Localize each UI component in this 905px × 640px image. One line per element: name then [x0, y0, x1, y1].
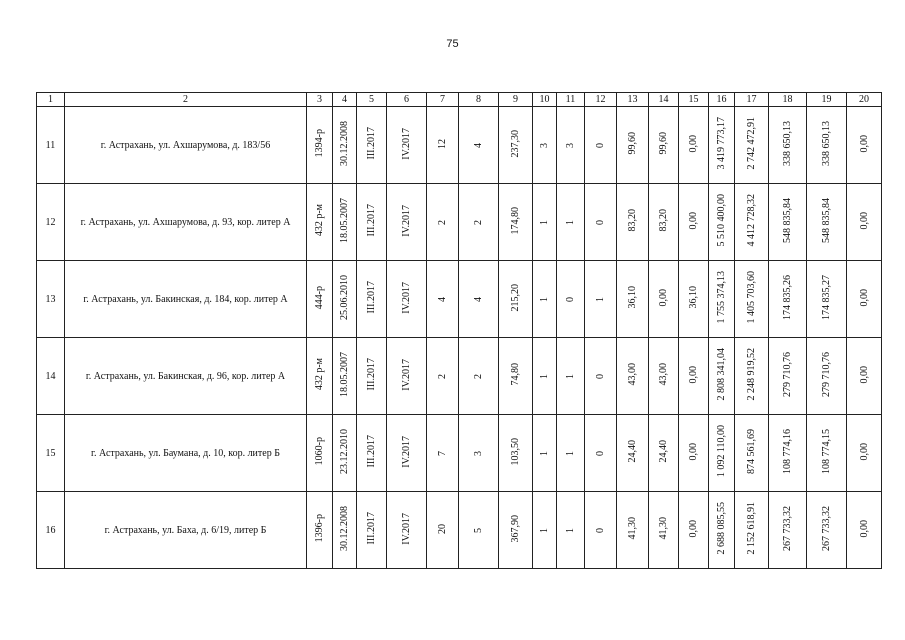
decree-number-cell-value: 432 р-м: [314, 358, 325, 391]
col18-cell: [769, 492, 807, 569]
col14-cell-value: 24,40: [658, 440, 669, 463]
start-period-cell-value: III.2017: [366, 435, 377, 468]
col19-cell-value: 338 650,13: [821, 121, 832, 166]
col11-cell-value: 1: [565, 527, 576, 533]
decree-number-cell: [307, 107, 333, 184]
col17-cell-value: 1 405 703,60: [746, 271, 757, 324]
decree-number-cell-value: 1396-р: [314, 514, 325, 543]
address-cell: г. Астрахань, ул. Бакинская, д. 184, кор. литер А: [65, 261, 307, 338]
col8-cell-value: 4: [473, 296, 484, 302]
col13-cell: [617, 338, 649, 415]
col16-cell-value: 3 419 773,17: [716, 117, 727, 170]
col20-cell: [847, 492, 882, 569]
col10-cell: [533, 261, 557, 338]
col10-cell: [533, 492, 557, 569]
decree-number-cell-value: 1060-р: [314, 437, 325, 466]
col12-cell: [585, 338, 617, 415]
col17-cell: [735, 261, 769, 338]
col8-cell: [459, 107, 499, 184]
column-number-5: 5: [357, 93, 387, 107]
col11-cell-value: 1: [565, 450, 576, 456]
col18-cell-value: 108 774,16: [782, 429, 793, 474]
start-period-cell-value: III.2017: [366, 358, 377, 391]
col11-cell: [557, 415, 585, 492]
col10-cell-value: 1: [539, 296, 550, 302]
col13-cell-value: 24,40: [627, 440, 638, 463]
col7-cell-value: 20: [437, 523, 448, 534]
col16-cell: [709, 338, 735, 415]
col8-cell-value: 3: [473, 450, 484, 456]
col18-cell-value: 279 710,76: [782, 352, 793, 397]
col14-cell: [649, 261, 679, 338]
col12-cell-value: 0: [595, 373, 606, 379]
decree-number-cell-value: 1394-р: [314, 129, 325, 158]
col20-cell-value: 0,00: [858, 134, 870, 153]
col16-cell-value: 1 092 110,00: [716, 425, 727, 478]
start-period-cell-value: III.2017: [366, 281, 377, 314]
start-period-cell: [357, 107, 387, 184]
address-cell: г. Астрахань, ул. Ахшарумова, д. 183/56: [65, 107, 307, 184]
column-number-18: 18: [769, 93, 807, 107]
area-cell: [499, 492, 533, 569]
col16-cell: [709, 107, 735, 184]
col17-cell-value: 2 152 618,91: [746, 502, 757, 555]
col11-cell: [557, 184, 585, 261]
col16-cell: [709, 184, 735, 261]
table-header-row: [37, 93, 882, 107]
col7-cell: [427, 492, 459, 569]
col20-cell: [847, 184, 882, 261]
row-number: 15: [37, 415, 65, 492]
col13-cell: [617, 492, 649, 569]
decree-date-cell: [333, 184, 357, 261]
col20-cell: [847, 261, 882, 338]
col18-cell-value: 267 733,32: [782, 506, 793, 551]
column-number-20: 20: [847, 93, 882, 107]
col12-cell-value: 0: [595, 527, 606, 533]
col14-cell-value: 99,60: [658, 132, 669, 155]
col14-cell: [649, 492, 679, 569]
col8-cell-value: 5: [473, 527, 484, 533]
col14-cell: [649, 107, 679, 184]
col10-cell-value: 1: [539, 373, 550, 379]
col13-cell: [617, 184, 649, 261]
col13-cell: [617, 107, 649, 184]
col11-cell: [557, 492, 585, 569]
decree-date-cell: [333, 415, 357, 492]
col10-cell-value: 3: [539, 142, 550, 148]
col16-cell: [709, 261, 735, 338]
decree-number-cell-value: 432 р-м: [314, 204, 325, 237]
col7-cell: [427, 338, 459, 415]
col15-cell: [679, 415, 709, 492]
col20-cell-value: 0,00: [858, 365, 870, 384]
area-cell: [499, 338, 533, 415]
col7-cell: [427, 415, 459, 492]
column-number-4: 4: [333, 93, 357, 107]
end-period-cell: [387, 184, 427, 261]
table-row: [37, 184, 882, 261]
col16-cell-value: 2 688 085,55: [716, 502, 727, 555]
col15-cell: [679, 492, 709, 569]
area-cell: [499, 261, 533, 338]
col17-cell-value: 4 412 728,32: [746, 194, 757, 247]
col15-cell: [679, 261, 709, 338]
col12-cell: [585, 492, 617, 569]
address-cell: г. Астрахань, ул. Баха, д. 6/19, литер Б: [65, 492, 307, 569]
col15-cell: [679, 184, 709, 261]
col13-cell-value: 36,10: [627, 286, 638, 309]
col15-cell-value: 36,10: [688, 286, 699, 309]
col18-cell: [769, 261, 807, 338]
col15-cell: [679, 338, 709, 415]
col7-cell: [427, 107, 459, 184]
col7-cell: [427, 184, 459, 261]
decree-number-cell: [307, 261, 333, 338]
end-period-cell: [387, 338, 427, 415]
col19-cell: [807, 107, 847, 184]
decree-number-cell: [307, 338, 333, 415]
table-row: [37, 261, 882, 338]
col15-cell-value: 0,00: [688, 442, 699, 461]
col10-cell-value: 1: [539, 450, 550, 456]
col7-cell-value: 2: [437, 373, 448, 379]
decree-date-cell: [333, 107, 357, 184]
col17-cell: [735, 415, 769, 492]
col20-cell-value: 0,00: [858, 288, 870, 307]
col14-cell-value: 41,30: [658, 517, 669, 540]
col13-cell-value: 83,20: [627, 209, 638, 232]
row-number: 16: [37, 492, 65, 569]
col20-cell: [847, 338, 882, 415]
address-cell: г. Астрахань, ул. Баумана, д. 10, кор. литер Б: [65, 415, 307, 492]
start-period-cell-value: III.2017: [366, 512, 377, 545]
col7-cell-value: 12: [437, 138, 448, 149]
col8-cell: [459, 184, 499, 261]
col13-cell-value: 41,30: [627, 517, 638, 540]
col11-cell: [557, 107, 585, 184]
row-number: 11: [37, 107, 65, 184]
col11-cell-value: 0: [565, 296, 576, 302]
col16-cell: [709, 492, 735, 569]
decree-number-cell: [307, 492, 333, 569]
decree-date-cell: [333, 338, 357, 415]
col7-cell-value: 7: [437, 450, 448, 456]
start-period-cell: [357, 338, 387, 415]
column-number-3: 3: [307, 93, 333, 107]
table-body: [37, 93, 882, 569]
col12-cell: [585, 415, 617, 492]
row-number: 12: [37, 184, 65, 261]
col10-cell: [533, 338, 557, 415]
column-number-2: 2: [65, 93, 307, 107]
decree-date-cell: [333, 492, 357, 569]
col19-cell: [807, 338, 847, 415]
col14-cell: [649, 184, 679, 261]
decree-date-cell-value: 30.12.2008: [339, 506, 350, 551]
col15-cell-value: 0,00: [688, 365, 699, 384]
col18-cell: [769, 415, 807, 492]
start-period-cell: [357, 492, 387, 569]
end-period-cell-value: IV.2017: [401, 204, 412, 237]
page-number: 75: [446, 38, 459, 50]
column-number-8: 8: [459, 93, 499, 107]
area-cell-value: 74,80: [510, 363, 521, 386]
start-period-cell-value: III.2017: [366, 127, 377, 160]
col11-cell: [557, 261, 585, 338]
column-number-17: 17: [735, 93, 769, 107]
row-number: 13: [37, 261, 65, 338]
column-number-11: 11: [557, 93, 585, 107]
decree-date-cell-value: 23.12.2010: [339, 429, 350, 474]
col8-cell: [459, 492, 499, 569]
address-cell: г. Астрахань, ул. Ахшарумова, д. 93, кор. литер А: [65, 184, 307, 261]
col12-cell-value: 0: [595, 450, 606, 456]
decree-date-cell-value: 30.12.2008: [339, 121, 350, 166]
area-cell-value: 103,50: [510, 437, 521, 466]
col15-cell: [679, 107, 709, 184]
column-number-10: 10: [533, 93, 557, 107]
col18-cell-value: 548 835,84: [782, 198, 793, 243]
column-number-13: 13: [617, 93, 649, 107]
col19-cell-value: 174 835,27: [821, 275, 832, 320]
col11-cell-value: 3: [565, 142, 576, 148]
column-number-1: 1: [37, 93, 65, 107]
col20-cell: [847, 415, 882, 492]
col20-cell: [847, 107, 882, 184]
col19-cell: [807, 261, 847, 338]
col12-cell-value: 0: [595, 219, 606, 225]
col13-cell: [617, 415, 649, 492]
col17-cell: [735, 107, 769, 184]
col12-cell: [585, 184, 617, 261]
table-row: [37, 107, 882, 184]
col10-cell: [533, 184, 557, 261]
column-number-14: 14: [649, 93, 679, 107]
col7-cell: [427, 261, 459, 338]
decree-date-cell-value: 18.05.2007: [339, 198, 350, 243]
decree-date-cell-value: 25.06.2010: [339, 275, 350, 320]
decree-number-cell: [307, 415, 333, 492]
col20-cell-value: 0,00: [858, 442, 870, 461]
decree-date-cell-value: 18.05.2007: [339, 352, 350, 397]
col7-cell-value: 2: [437, 219, 448, 225]
area-cell: [499, 415, 533, 492]
col18-cell: [769, 107, 807, 184]
end-period-cell-value: IV.2017: [401, 127, 412, 160]
col19-cell-value: 267 733,32: [821, 506, 832, 551]
col10-cell: [533, 107, 557, 184]
address-cell: г. Астрахань, ул. Бакинская, д. 96, кор. литер А: [65, 338, 307, 415]
area-cell: [499, 184, 533, 261]
col12-cell: [585, 261, 617, 338]
decree-number-cell-value: 444-р: [314, 285, 325, 310]
end-period-cell: [387, 107, 427, 184]
col16-cell-value: 1 755 374,13: [716, 271, 727, 324]
start-period-cell: [357, 184, 387, 261]
col19-cell-value: 108 774,15: [821, 429, 832, 474]
col18-cell-value: 174 835,26: [782, 275, 793, 320]
col19-cell-value: 548 835,84: [821, 198, 832, 243]
col17-cell-value: 874 561,69: [746, 429, 757, 474]
col8-cell-value: 2: [473, 219, 484, 225]
start-period-cell-value: III.2017: [366, 204, 377, 237]
col8-cell-value: 2: [473, 373, 484, 379]
col19-cell: [807, 184, 847, 261]
col18-cell-value: 338 650,13: [782, 121, 793, 166]
col19-cell-value: 279 710,76: [821, 352, 832, 397]
col8-cell: [459, 338, 499, 415]
end-period-cell-value: IV.2017: [401, 281, 412, 314]
col16-cell-value: 5 510 400,00: [716, 194, 727, 247]
col8-cell: [459, 415, 499, 492]
end-period-cell-value: IV.2017: [401, 358, 412, 391]
col14-cell-value: 0,00: [658, 288, 669, 307]
col19-cell: [807, 492, 847, 569]
column-number-6: 6: [387, 93, 427, 107]
col18-cell: [769, 338, 807, 415]
col10-cell-value: 1: [539, 527, 550, 533]
area-cell: [499, 107, 533, 184]
col15-cell-value: 0,00: [688, 134, 699, 153]
row-number: 14: [37, 338, 65, 415]
area-cell-value: 367,90: [510, 514, 521, 543]
table-row: [37, 415, 882, 492]
end-period-cell-value: IV.2017: [401, 435, 412, 468]
col14-cell-value: 43,00: [658, 363, 669, 386]
col15-cell-value: 0,00: [688, 519, 699, 538]
col15-cell-value: 0,00: [688, 211, 699, 230]
col13-cell: [617, 261, 649, 338]
col20-cell-value: 0,00: [858, 519, 870, 538]
column-number-19: 19: [807, 93, 847, 107]
col10-cell-value: 1: [539, 219, 550, 225]
col14-cell: [649, 415, 679, 492]
end-period-cell: [387, 492, 427, 569]
col16-cell: [709, 415, 735, 492]
table-row: [37, 338, 882, 415]
col19-cell: [807, 415, 847, 492]
area-cell-value: 215,20: [510, 283, 521, 312]
area-cell-value: 237,30: [510, 129, 521, 158]
area-cell-value: 174,80: [510, 206, 521, 235]
table-row: [37, 492, 882, 569]
start-period-cell: [357, 415, 387, 492]
col17-cell-value: 2 742 472,91: [746, 117, 757, 170]
col20-cell-value: 0,00: [858, 211, 870, 230]
col8-cell-value: 4: [473, 142, 484, 148]
column-number-16: 16: [709, 93, 735, 107]
col12-cell-value: 1: [595, 296, 606, 302]
column-number-9: 9: [499, 93, 533, 107]
column-number-15: 15: [679, 93, 709, 107]
decree-date-cell: [333, 261, 357, 338]
data-table: [36, 92, 882, 569]
col7-cell-value: 4: [437, 296, 448, 302]
col14-cell: [649, 338, 679, 415]
col11-cell-value: 1: [565, 219, 576, 225]
col17-cell: [735, 492, 769, 569]
col13-cell-value: 99,60: [627, 132, 638, 155]
col14-cell-value: 83,20: [658, 209, 669, 232]
col12-cell: [585, 107, 617, 184]
decree-number-cell: [307, 184, 333, 261]
col17-cell-value: 2 248 919,52: [746, 348, 757, 401]
end-period-cell: [387, 261, 427, 338]
col11-cell-value: 1: [565, 373, 576, 379]
end-period-cell-value: IV.2017: [401, 512, 412, 545]
col18-cell: [769, 184, 807, 261]
start-period-cell: [357, 261, 387, 338]
col12-cell-value: 0: [595, 142, 606, 148]
end-period-cell: [387, 415, 427, 492]
col10-cell: [533, 415, 557, 492]
col17-cell: [735, 184, 769, 261]
column-number-12: 12: [585, 93, 617, 107]
col17-cell: [735, 338, 769, 415]
column-number-7: 7: [427, 93, 459, 107]
col8-cell: [459, 261, 499, 338]
col16-cell-value: 2 808 341,04: [716, 348, 727, 401]
col11-cell: [557, 338, 585, 415]
col13-cell-value: 43,00: [627, 363, 638, 386]
